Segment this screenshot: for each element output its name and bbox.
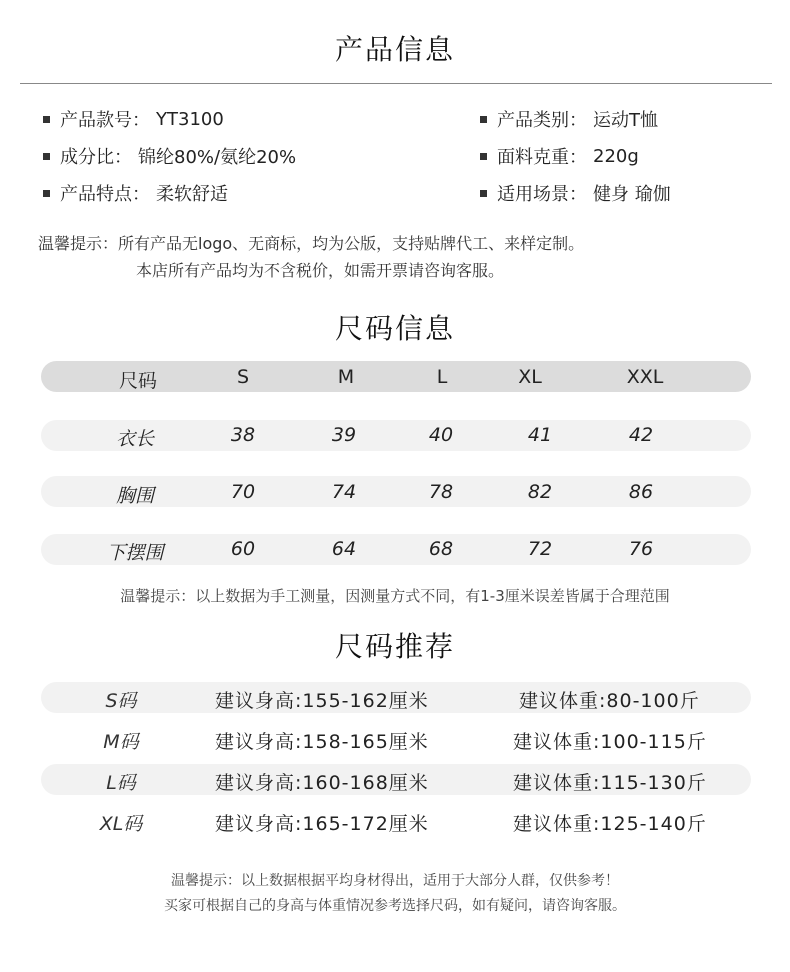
- table-cell: 68: [428, 538, 454, 560]
- table-cell: 72: [527, 538, 553, 560]
- row-name: 衣长: [115, 428, 155, 450]
- header-cell: M: [337, 366, 355, 388]
- info-item-model: [43, 106, 224, 132]
- table-cell: 82: [527, 481, 553, 503]
- header-cell: XXL: [626, 366, 664, 388]
- bullet-icon: [43, 190, 50, 197]
- rec-size: XL码: [99, 813, 143, 835]
- table-cell: 76: [628, 538, 654, 560]
- rec-note-line2: 买家可根据自己的身高与体重情况参考选择尺码，如有疑问，请咨询客服。: [164, 898, 626, 914]
- bullet-icon: [480, 153, 487, 160]
- table-cell: 42: [628, 424, 654, 446]
- info-label: 产品款号：: [60, 110, 150, 131]
- row-name: 下摆围: [106, 542, 164, 564]
- divider: [20, 83, 772, 84]
- table-cell: 39: [331, 424, 357, 446]
- table-cell: 74: [331, 481, 357, 503]
- header-cell: 尺码: [118, 370, 158, 392]
- header-cell: XL: [518, 366, 542, 388]
- info-value: 锦纶80%/氨纶20%: [138, 147, 297, 168]
- info-item-weight: [480, 143, 639, 169]
- info-value: YT3100: [156, 108, 224, 130]
- size-rec-title: 尺码推荐: [334, 630, 455, 663]
- bullet-icon: [43, 153, 50, 160]
- info-label: 成分比：: [60, 147, 132, 168]
- bullet-icon: [43, 116, 50, 123]
- product-note-line2: 本店所有产品均为不含税价，如需开票请咨询客服。: [136, 261, 505, 280]
- table-cell: 40: [428, 424, 454, 446]
- info-label: 产品类别：: [497, 110, 587, 131]
- info-value: 220g: [593, 145, 639, 167]
- info-label: 面料克重：: [497, 147, 587, 168]
- rec-weight: 建议体重:125-140斤: [513, 813, 707, 835]
- info-item-category: [480, 106, 658, 132]
- rec-weight: 建议体重:115-130斤: [513, 772, 707, 794]
- rec-weight: 建议体重:80-100斤: [519, 690, 700, 712]
- product-info-title: 产品信息: [334, 33, 455, 66]
- size-info-title: 尺码信息: [334, 312, 455, 345]
- bullet-icon: [480, 190, 487, 197]
- table-cell: 70: [230, 481, 256, 503]
- rec-size: S码: [105, 690, 137, 712]
- rec-note-line1: 温馨提示：以上数据根据平均身材得出，适用于大部分人群，仅供参考！: [171, 873, 619, 889]
- info-item-composition: [43, 143, 296, 169]
- table-cell: 86: [628, 481, 654, 503]
- header-cell: S: [236, 366, 250, 388]
- rec-height: 建议身高:158-165厘米: [215, 731, 429, 753]
- rec-weight: 建议体重:100-115斤: [513, 731, 707, 753]
- info-value: 柔软舒适: [156, 184, 228, 205]
- rec-size: M码: [103, 731, 139, 753]
- info-item-features: [43, 180, 228, 206]
- rec-size: L码: [106, 772, 136, 794]
- table-cell: 41: [527, 424, 553, 446]
- info-label: 适用场景：: [497, 184, 587, 205]
- rec-height: 建议身高:155-162厘米: [215, 690, 429, 712]
- bullet-icon: [480, 116, 487, 123]
- row-name: 胸围: [115, 485, 155, 507]
- size-note: 温馨提示：以上数据为手工测量，因测量方式不同，有1-3厘米误差皆属于合理范围: [120, 587, 670, 605]
- rec-height: 建议身高:160-168厘米: [215, 772, 429, 794]
- table-cell: 64: [331, 538, 357, 560]
- table-cell: 38: [230, 424, 256, 446]
- table-cell: 78: [428, 481, 454, 503]
- header-cell: L: [436, 366, 448, 388]
- product-note-line1: 温馨提示：所有产品无logo、无商标，均为公版，支持贴牌代工、来样定制。: [38, 234, 585, 253]
- info-value: 健身 瑜伽: [593, 184, 671, 205]
- rec-height: 建议身高:165-172厘米: [215, 813, 429, 835]
- info-item-usage: [480, 180, 671, 206]
- info-value: 运动T恤: [593, 110, 658, 131]
- table-cell: 60: [230, 538, 256, 560]
- info-label: 产品特点：: [60, 184, 150, 205]
